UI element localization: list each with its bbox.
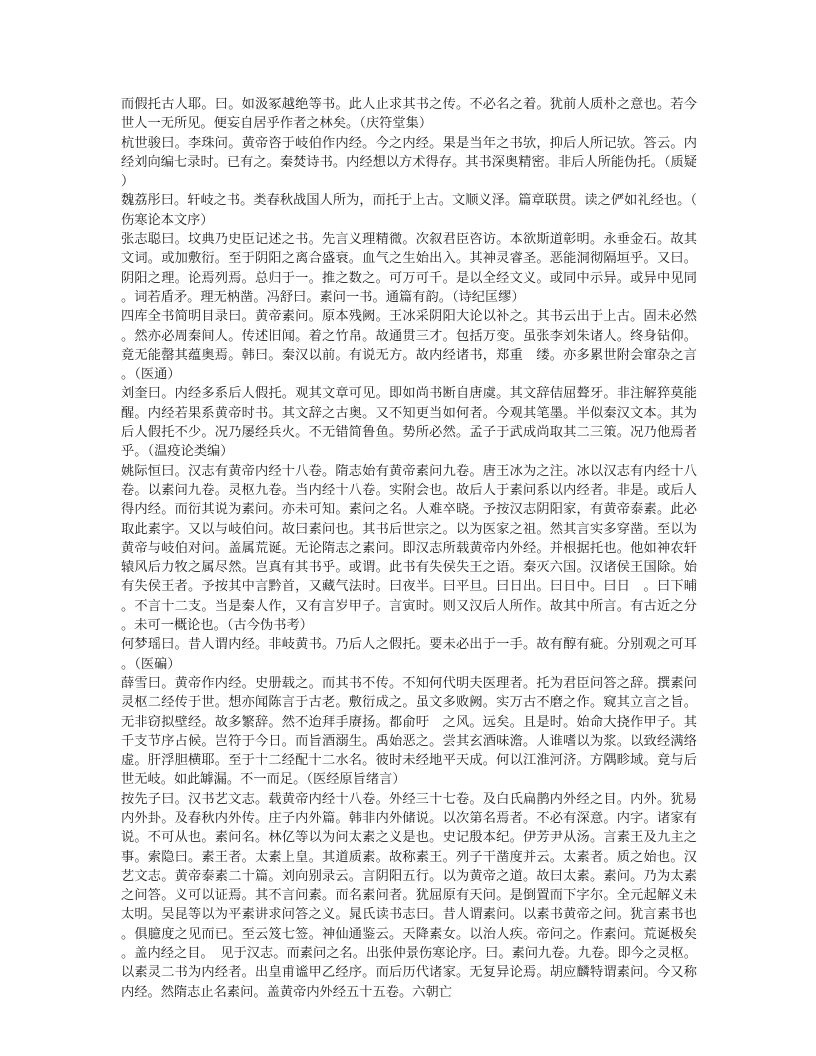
paragraph-wei-litong: 魏荔彤曰。轩岐之书。类春秋战国人所为，而托于上古。文顺义泽。篇章联贯。读之俨如礼经也。（伤寒论本文序） [121, 193, 697, 228]
paragraph-xue-xue: 薛雪曰。黄帝作内经。史册载之。而其书不传。不知何代明夫医理者。托为君臣问答之辞。撰素问灵枢二经传于世。想亦闻陈言于古老。敷衍成之。虽文多败阙。实万古不磨之作。窥其立言之旨。无非窃拟壁经。故多繁辞。然不迨拜手赓扬。都俞吁 之风。远矣。且是时。始命大挠作甲子。其千支节序占候。岂符于今日。而旨酒溺生。禹始恶之。尝其玄酒味澹。人谁嗜以为浆。以致经满络虚。肝浮胆横耶。至于十二经配十二水名。彼时未经地平天成。何以江淮河济。方隅畛域。竟与后世无岐。如此罅漏。不一而足。（医经原旨绪言） [121, 675, 697, 788]
paragraph-hang-shijun: 杭世骏曰。李珠问。黄帝咨于岐伯作内经。今之内经。果是当年之书欤，抑后人所记欤。答云。内经刘向编七录时。已有之。秦焚诗书。内经想以方术得存。其书深奥精密。非后人所能伪托。（质疑） [121, 135, 697, 190]
paragraph-yao-xiting: 而假托古人耶。曰。如汲冢越绝等书。此人止求其书之传。不必名之着。犹前人质朴之意也。若今世人一无所见。便妄自居乎作者之林矣。（庆符堂集） [121, 97, 697, 132]
paragraph-yao-jiheng: 姚际恒曰。汉志有黄帝内经十八卷。隋志始有黄帝素问九卷。唐王冰为之注。冰以汉志有内经十八卷。以素问九卷。灵枢九卷。当内经十八卷。实附会也。故后人于素问系以内经者。非是。或后人得内经。而衍其说为素问。亦未可知。素问之名。人难卒晓。予按汉志阴阳家，有黄帝泰素。此必取此素字。又以与岐伯问。故曰素问也。其书后世宗之。以为医家之祖。然其言实多穿凿。至以为黄帝与岐伯对问。盖属荒诞。无论隋志之素问。即汉志所载黄帝内外经。并根据托也。他如神农轩辕风后力牧之属尽然。岂真有其书乎。或谓。此书有失侯失王之语。秦灭六国。汉诸侯王国除。始有失侯王者。予按其中言黔首，又藏气法时。曰夜半。曰平旦。曰日出。曰日中。曰日 。曰下晡。不言十二支。当是秦人作，又有言岁甲子。言寅时。则又汉后人所作。故其中所言。有古近之分。未可一概论也。（古今伪书考） [121, 463, 697, 634]
paragraph-xianzi-commentary: 按先子曰。汉书艺文志。载黄帝内经十八卷。外经三十七卷。及白氏扁鹊内外经之目。内外。犹易内外卦。及春秋内外传。庄子内外篇。韩非内外储说。以次第名焉者。不必有深意。内字。诸家有说。不可从也。素问名。林亿等以为问太素之义是也。史记殷本纪。伊芳尹从汤。言素王及九主之事。索隐曰。素王者。太素上皇。其道质素。故称素王。列子干凿度并云。太素者。质之始也。汉艺文志。黄帝泰素二十篇。刘向别录云。言阴阳五行。以为黄帝之道。故曰太素。素问。乃为太素之问答。义可以证焉。其不言问素。而名素问者。犹屈原有天问。是倒置而下字尔。全元起解义未太明。吴昆等以为平素讲求问答之义。晁氏读书志曰。昔人谓素问。以素书黄帝之问。犹言素书也。俱臆度之见而已。至云笈七签。神仙通鉴云。天降素女。以治人疾。帝问之。作素问。荒诞极矣。盖内经之目。 见于汉志。而素问之名。出张仲景伤寒论序。曰。素问九卷。九卷。即今之灵枢。以素灵二书为内经者。出皇甫谧甲乙经序。而后历代诸家。无复异论焉。胡应麟特谓素问。今又称内经。然隋志止名素问。盖黄帝内外经五十五卷。六朝亡 [121, 791, 697, 1000]
paragraph-he-mengyao: 何梦瑶曰。昔人谓内经。非岐黄书。乃后人之假托。要未必出于一手。故有醇有疵。分别观之可耳。（医碥） [121, 637, 697, 672]
paragraph-liu-kui: 刘奎曰。内经多系后人假托。观其文章可见。即如尚书断自唐虞。其文辞佶屈聱牙。非注解猝莫能醒。内经若果系黄帝时书。其文辞之古奥。又不知更当如何者。今观其笔墨。半似秦汉文本。其为后人假托不少。况乃屡经兵火。不无错简鲁鱼。势所必然。孟子于武成尚取其二三策。况乃他焉者乎。（温疫论类编） [121, 386, 697, 460]
paragraph-siku-mulu: 四库全书简明目录曰。黄帝素问。原本残阙。王冰采阴阳大论以补之。其书云出于上古。固未必然。然亦必周秦间人。传述旧闻。着之竹帛。故通贯三才。包括万变。虽张李刘朱诸人。终身钻仰。竟无能罄其蕴奥焉。韩曰。秦汉以前。有说无方。故内经诸书，郑重 缕。亦多累世附会窜杂之言。（医通） [121, 309, 697, 383]
document-body [121, 95, 697, 1002]
paragraph-zhang-zhicong: 张志聪曰。坟典乃史臣记述之书。先言义理精微。次叙君臣咨访。本欲斯道彰明。永垂金石。故其文词。或加敷衍。至于阴阳之离合盛衰。血气之生始出入。其神灵睿圣。恶能洞彻隔垣乎。又曰。阴阳之理。论焉列焉。总归于一。推之数之。可万可千。是以全经文义。或同中示异。或异中见同。词若盾矛。理无枘凿。冯舒曰。素问一书。通篇有韵。（诗纪匡缪） [121, 232, 697, 305]
